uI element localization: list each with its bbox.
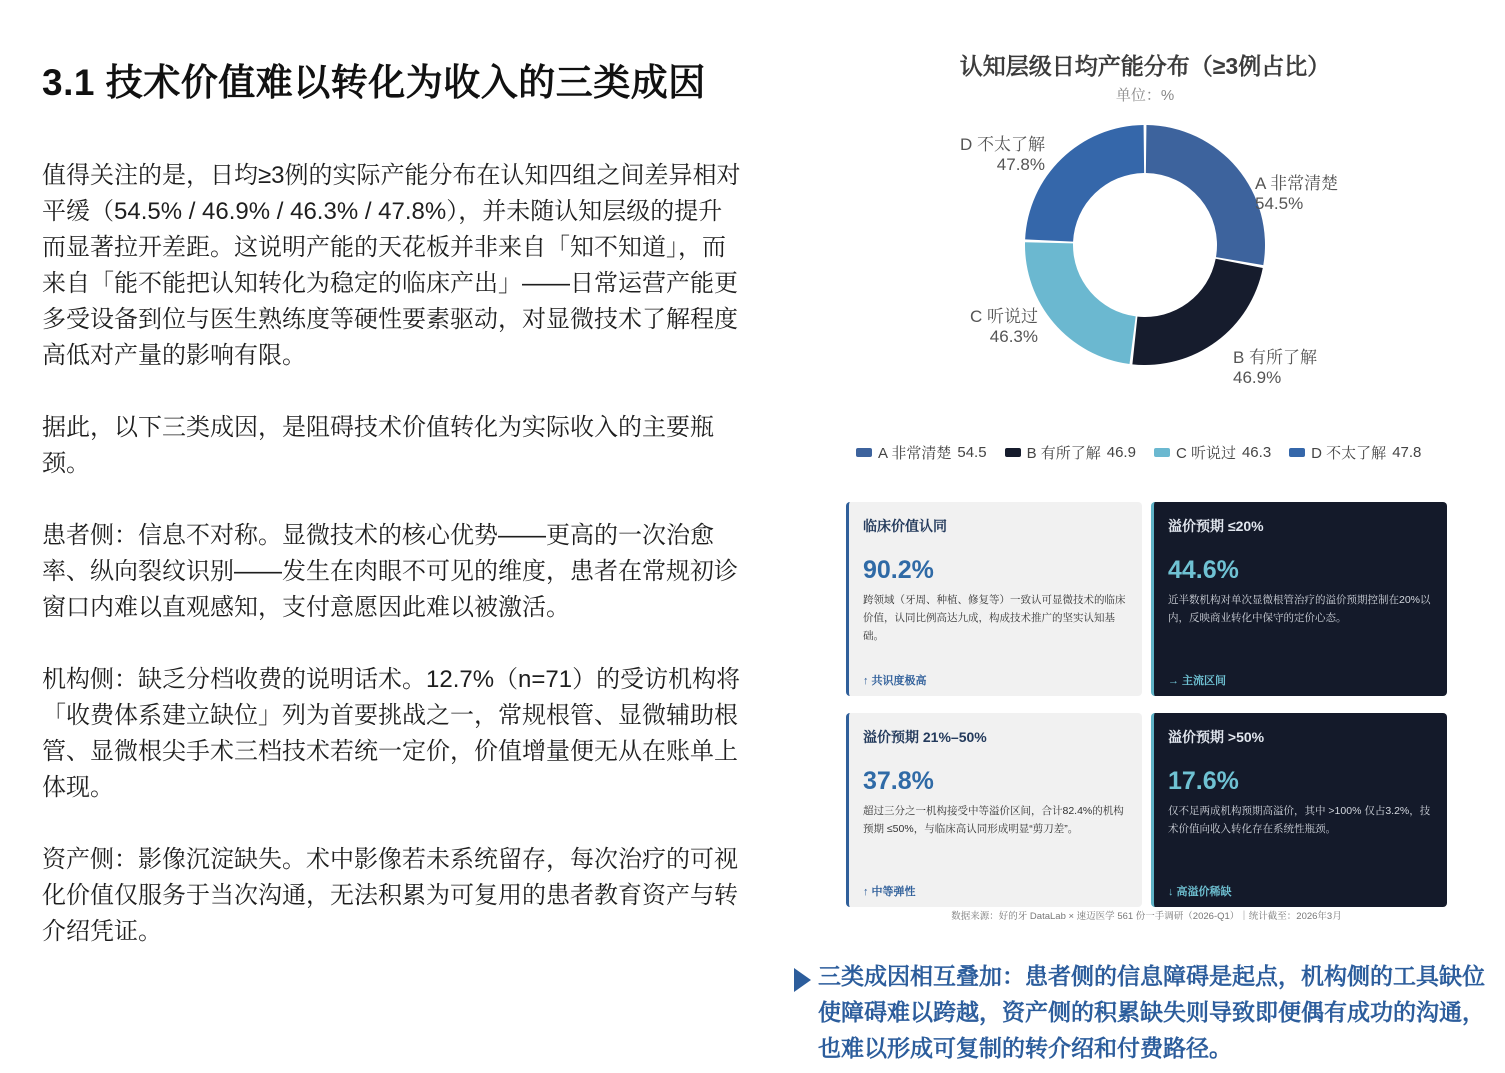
legend-item-b: B 有所了解 46.9 — [1005, 442, 1136, 463]
card-title: 溢价预期 >50% — [1168, 729, 1265, 745]
section-title: 3.1 技术价值难以转化为收入的三类成因 — [42, 62, 706, 103]
card-title: 溢价预期 21%–50% — [863, 729, 987, 745]
slice-label-b: B 有所了解 46.9% — [1233, 348, 1318, 387]
legend-item-a: A 非常清楚 54.5 — [856, 442, 987, 463]
card-description: 近半数机构对单次显微根管治疗的溢价预期控制在20%以内，反映商业转化中保守的定价心态。 — [1168, 594, 1431, 624]
summary-callout — [790, 958, 1490, 1066]
stat-card-premium-mid — [846, 713, 1142, 907]
legend-swatch-c — [1154, 448, 1170, 457]
card-description: 仅不足两成机构预期高溢价，其中 >100% 仅占3.2%，技术价值向收入转化存在系统性瓶颈。 — [1168, 805, 1431, 835]
card-footnote: → 主流区间 — [1168, 675, 1227, 687]
legend-swatch-d — [1289, 448, 1305, 457]
data-source-note: 数据来源：好的牙 DataLab × 速迈医学 561 份一手调研（2026-Q1）｜统计截至：2026年3月 — [951, 911, 1342, 922]
paragraph-patient-side: 患者侧：信息不对称。显微技术的核心优势——更高的一次治愈率、纵向裂纹识别——发生在肉眼不可见的维度，患者在常规初诊窗口内难以直观感知，支付意愿因此难以被激活。 — [42, 522, 738, 621]
paragraph-lead: 据此，以下三类成因，是阻碍技术价值转化为实际收入的主要瓶颈。 — [42, 414, 714, 477]
donut-slice-a — [1146, 125, 1265, 265]
legend-item-d: D 不太了解 47.8 — [1289, 442, 1421, 463]
legend-item-c: C 听说过 46.3 — [1154, 442, 1271, 463]
card-value: 37.8% — [863, 767, 934, 795]
stat-card-premium-low — [1151, 502, 1447, 696]
donut-slice-c — [1025, 242, 1136, 364]
card-title: 临床价值认同 — [863, 518, 947, 534]
card-title: 溢价预期 ≤20% — [1168, 518, 1264, 534]
stat-cards — [846, 502, 1447, 898]
card-footnote: ↑ 中等弹性 — [863, 886, 916, 898]
stat-card-premium-high — [1151, 713, 1447, 907]
legend-swatch-a — [856, 448, 872, 457]
card-value: 44.6% — [1168, 556, 1239, 584]
chart-legend — [856, 442, 1456, 463]
callout-text: 三类成因相互叠加：患者侧的信息障碍是起点，机构侧的工具缺位使障碍难以跨越，资产侧的积累缺失则导致即便偶有成功的沟通，也难以形成可复制的转介绍和付费路径。 — [818, 963, 1485, 1061]
article-column — [42, 52, 742, 950]
paragraph-asset-side: 资产侧：影像沉淀缺失。术中影像若未系统留存，每次治疗的可视化价值仅服务于当次沟通，无法积累为可复用的患者教育资产与转介绍凭证。 — [42, 846, 738, 945]
stat-card-clinical-value — [846, 502, 1142, 696]
chart-unit: 单位：% — [1115, 87, 1175, 104]
paragraph-institution-side: 机构侧：缺乏分档收费的说明话术。12.7%（n=71）的受访机构将「收费体系建立缺位」列为首要挑战之一，常规根管、显微辅助根管、显微根尖手术三档技术若统一定价，价值增量便无从在账单上体现。 — [42, 666, 741, 801]
card-description: 超过三分之一机构接受中等溢价区间，合计82.4%的机构预期 ≤50%，与临床高认同形成明显“剪刀差”。 — [863, 805, 1124, 835]
card-value: 17.6% — [1168, 767, 1239, 795]
card-description: 跨领域（牙周、种植、修复等）一致认可显微技术的临床价值，认同比例高达九成，构成技术推广的坚实认知基础。 — [863, 594, 1126, 642]
card-footnote: ↓ 高溢价稀缺 — [1168, 886, 1232, 898]
card-footnote: ↑ 共识度极高 — [863, 675, 927, 687]
paragraph-intro: 值得关注的是，日均≥3例的实际产能分布在认知四组之间差异相对平缓（54.5% / 46.9% / 46.3% / 47.8%），并未随认知层级的提升而显著拉开差距。这说明产能的天花板并非来自「知不知道」，而来自「能不能把认知转化为稳定的临床产出」——日常运营产能更多受设备到位与医生熟练度等硬性要素驱动，对显微技术了解程度高低对产量的影响有限。 — [42, 162, 741, 369]
slice-label-c: C 听说过 46.3% — [970, 307, 1038, 346]
slice-label-a: A 非常清楚 54.5% — [1255, 174, 1339, 213]
chart-title: 认知层级日均产能分布（≥3例占比） — [959, 53, 1331, 79]
card-value: 90.2% — [863, 556, 934, 584]
play-arrow-icon — [794, 968, 811, 992]
slice-label-d: D 不太了解 47.8% — [960, 135, 1045, 174]
legend-swatch-b — [1005, 448, 1021, 457]
